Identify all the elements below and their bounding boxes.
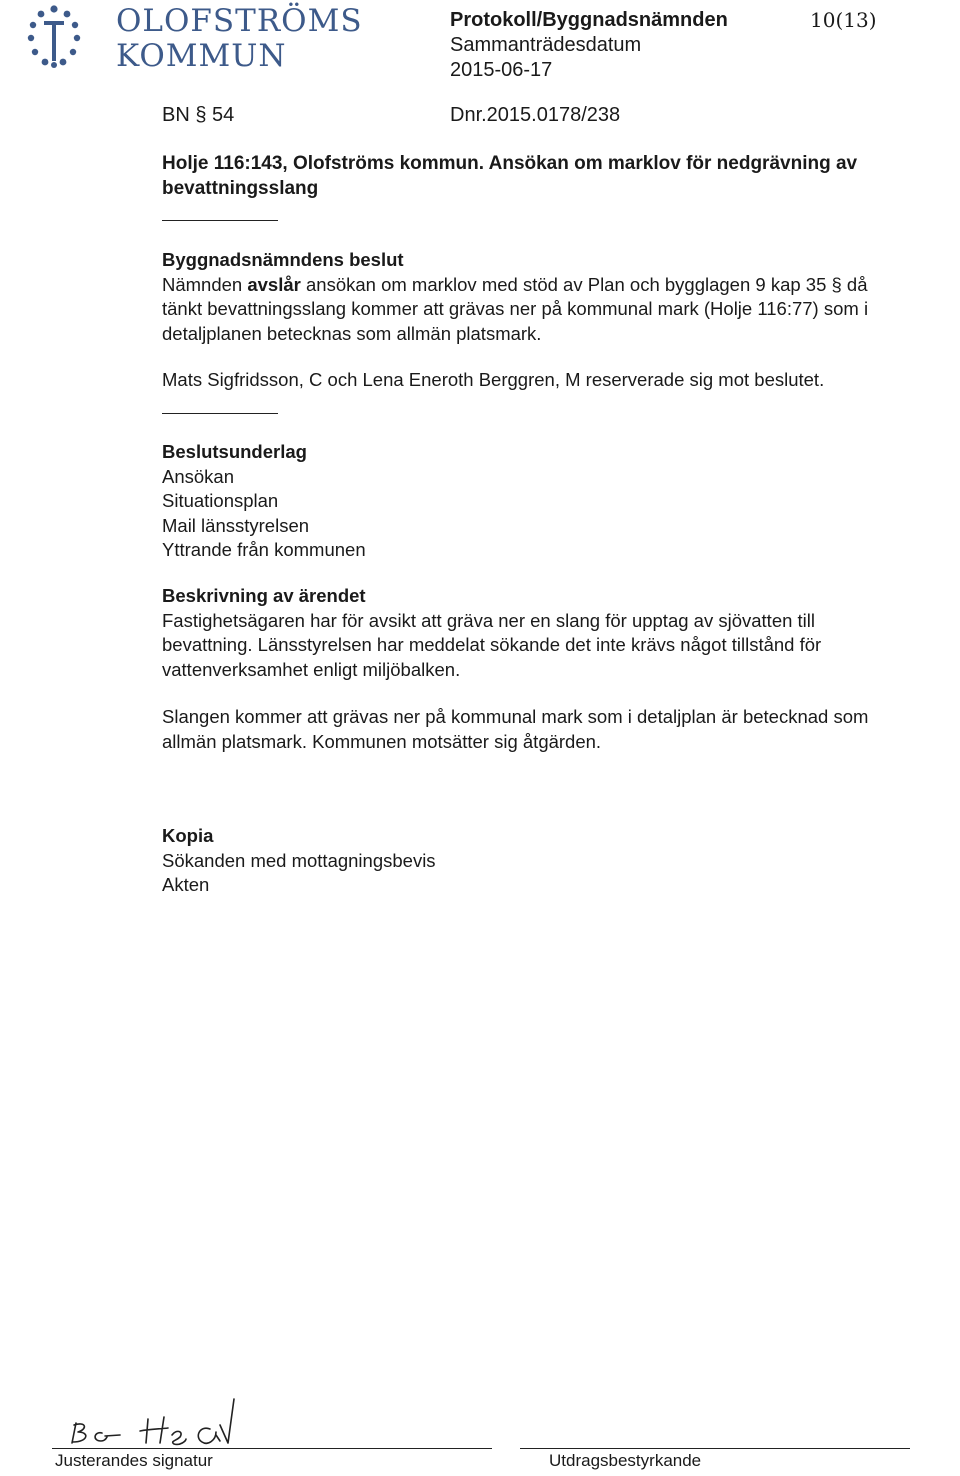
case-title-line-1: Holje 116:143, Olofströms kommun. Ansökan om marklov för nedgrävning av [162, 153, 858, 174]
protocol-title: Protokoll/Byggnadsnämnden [450, 9, 728, 31]
section-divider [162, 220, 278, 221]
decision-line-1-pre: Nämnden [162, 273, 248, 295]
logo-line-2: KOMMUN [116, 38, 287, 74]
decision-line-1-post: ansökan om marklov med stöd av Plan och bygglagen 9 kap 35 § då [300, 273, 868, 295]
case-dnr: Dnr.2015.0178/238 [450, 104, 621, 126]
reservation-text: Mats Sigfridsson, C och Lena Eneroth Berggren, M reserverade sig mot beslutet. [162, 369, 825, 390]
description-p1-line: bevattning. Länsstyrelsen har meddelat sökande det inte krävs något tillstånd för [162, 634, 822, 655]
meeting-date-label: Sammanträdesdatum [450, 34, 642, 56]
basis-item: Mail länsstyrelsen [162, 514, 310, 536]
decision-line-1 [162, 273, 868, 298]
decision-section [162, 248, 868, 346]
description-section [162, 584, 821, 682]
decision-heading: Byggnadsnämndens beslut [162, 249, 404, 270]
decision-line-3: detaljplanen betecknas som allmän platsmark. [162, 322, 542, 344]
copy-section [162, 824, 436, 898]
decision-verdict: avslår [247, 273, 301, 295]
page-number: 10(13) [810, 8, 877, 32]
signature-label-right: Utdragsbestyrkande [549, 1451, 702, 1470]
handwritten-signature [60, 1395, 260, 1447]
basis-section [162, 440, 366, 563]
description-heading: Beskrivning av ärendet [162, 585, 366, 606]
description-paragraph-2 [162, 705, 868, 754]
basis-heading: Beslutsunderlag [162, 441, 307, 462]
copy-heading: Kopia [162, 825, 214, 846]
basis-item: Situationsplan [162, 490, 279, 511]
basis-item: Yttrande från kommunen [162, 539, 366, 560]
description-p2-line: allmän platsmark. Kommunen motsätter sig åtgärden. [162, 730, 602, 752]
copy-item: Sökanden med mottagningsbevis [162, 849, 436, 871]
meeting-date: 2015-06-17 [450, 59, 553, 81]
decision-line-2: tänkt bevattningsslang kommer att grävas ner på kommunal mark (Holje 116:77) som i [162, 298, 869, 319]
signature-label-left: Justerandes signatur [55, 1451, 213, 1470]
case-paragraph: BN § 54 [162, 104, 235, 126]
case-title [162, 151, 857, 201]
signature-line-right [520, 1448, 910, 1449]
basis-item: Ansökan [162, 465, 234, 487]
section-divider [162, 413, 278, 414]
description-p1-line: vattenverksamhet enligt miljöbalken. [162, 658, 461, 680]
description-p1-line: Fastighetsägaren har för avsikt att gräva ner en slang för upptag av sjövatten till [162, 609, 816, 631]
case-title-line-2: bevattningsslang [162, 178, 319, 199]
municipality-emblem-icon [4, 2, 104, 78]
description-p2-line: Slangen kommer att grävas ner på kommunal mark som i detaljplan är betecknad som [162, 706, 869, 727]
logo-line-1: OLOFSTRÖMS [116, 3, 363, 39]
copy-item: Akten [162, 874, 210, 895]
signature-line-left [52, 1448, 492, 1449]
